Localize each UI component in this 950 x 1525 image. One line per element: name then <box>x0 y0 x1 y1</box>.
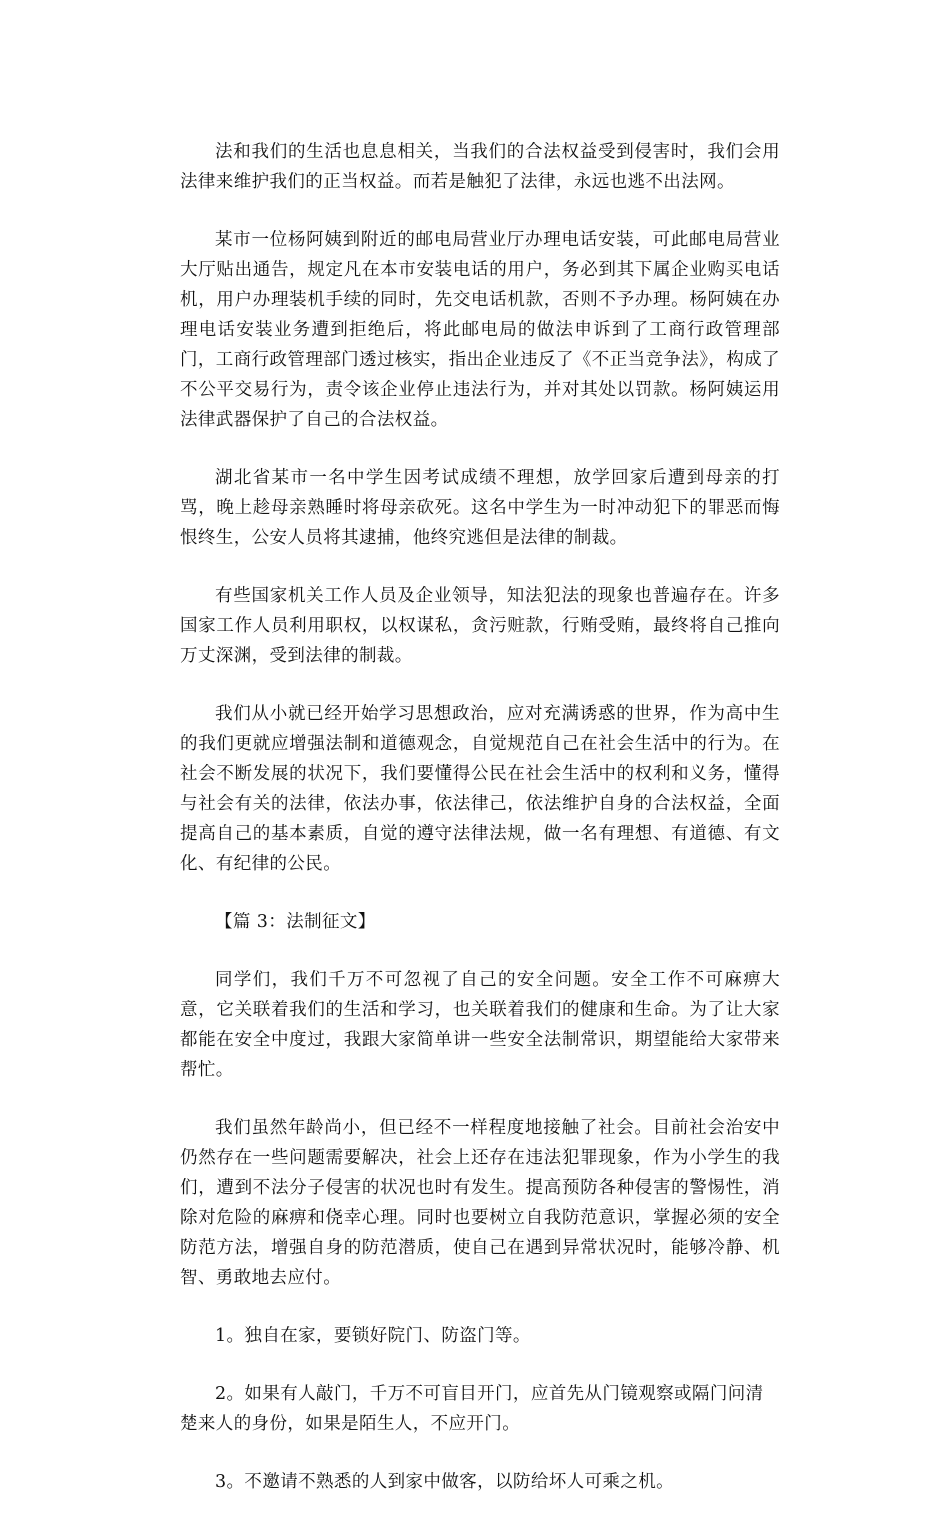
paragraph: 湖北省某市一名中学生因考试成绩不理想，放学回家后遭到母亲的打骂，晚上趁母亲熟睡时将母亲砍死。这名中学生为一时冲动犯下的罪恶而悔恨终生，公安人员将其逮捕，他终究逃但是法律的制裁。 <box>180 468 780 548</box>
paragraph: 我们虽然年龄尚小，但已经不一样程度地接触了社会。目前社会治安中仍然存在一些问题需要解决，社会上还存在违法犯罪现象，作为小学生的我们，遭到不法分子侵害的状况也时有发生。提高预防各种侵害的警惕性，消除对危险的麻痹和侥幸心理。同时也要树立自我防范意识，掌握必须的安全防范方法，增强自身的防范潜质，使自己在遇到异常状况时，能够冷静、机智、勇敢地去应付。 <box>180 1118 780 1288</box>
paragraph: 我们从小就已经开始学习思想政治，应对充满诱惑的世界，作为高中生的我们更就应增强法制和道德观念，自觉规范自己在社会生活中的行为。在社会不断发展的状况下，我们要懂得公民在社会生活中的权利和义务，懂得与社会有关的法律，依法办事，依法律己，依法维护自身的合法权益，全面提高自己的基本素质，自觉的遵守法律法规，做一名有理想、有道德、有文化、有纪律的公民。 <box>180 704 780 874</box>
paragraph: 同学们，我们千万不可忽视了自己的安全问题。安全工作不可麻痹大意，它关联着我们的生活和学习，也关联着我们的健康和生命。为了让大家都能在安全中度过，我跟大家简单讲一些安全法制常识，期望能给大家带来帮忙。 <box>180 970 780 1080</box>
section-heading: 【篇 3：法制征文】 <box>215 912 376 932</box>
paragraph: 有些国家机关工作人员及企业领导，知法犯法的现象也普遍存在。许多国家工作人员利用职权，以权谋私，贪污赃款，行贿受贿，最终将自己推向万丈深渊，受到法律的制裁。 <box>180 586 780 666</box>
paragraph: 法和我们的生活也息息相关，当我们的合法权益受到侵害时，我们会用法律来维护我们的正当权益。而若是触犯了法律，永远也逃不出法网。 <box>180 142 780 192</box>
list-item: 1。独自在家，要锁好院门、防盗门等。 <box>215 1326 531 1346</box>
paragraph: 某市一位杨阿姨到附近的邮电局营业厅办理电话安装，可此邮电局营业大厅贴出通告，规定凡在本市安装电话的用户，务必到其下属企业购买电话机，用户办理装机手续的同时，先交电话机款，否则不予办理。杨阿姨在办理电话安装业务遭到拒绝后，将此邮电局的做法申诉到了工商行政管理部门，工商行政管理部门透过核实，指出企业违反了《不正当竞争法》，构成了不公平交易行为，责令该企业停止违法行为，并对其处以罚款。杨阿姨运用法律武器保护了自己的合法权益。 <box>180 230 780 430</box>
list-item: 2。如果有人敲门，千万不可盲目开门，应首先从门镜观察或隔门问清楚来人的身份，如果是陌生人，不应开门。 <box>180 1384 764 1434</box>
list-item: 3。不邀请不熟悉的人到家中做客，以防给坏人可乘之机。 <box>215 1472 675 1492</box>
document-body <box>180 137 780 1525</box>
